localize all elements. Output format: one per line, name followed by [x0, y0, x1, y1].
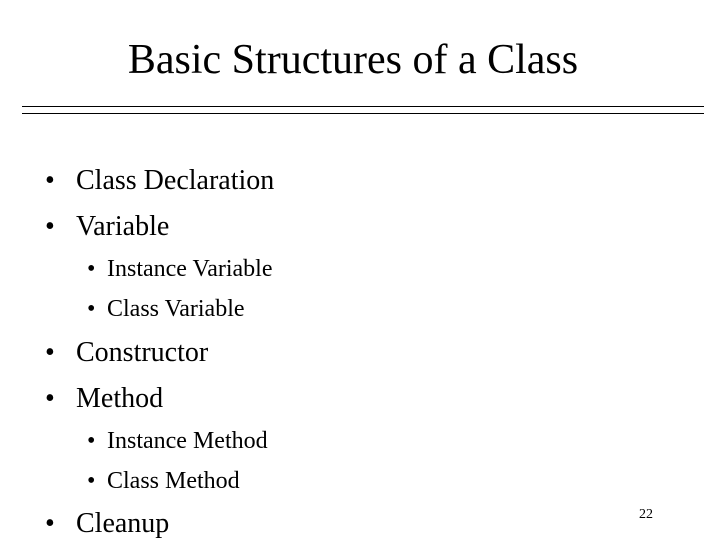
sub-bullet-item-instance-method [87, 427, 487, 455]
sub-bullet-label: Class Variable [107, 296, 245, 322]
sub-bullet-item-class-method [87, 467, 487, 495]
bullet-label: Method [76, 383, 164, 414]
bullet-item-variable [45, 211, 445, 243]
title-divider-top [22, 106, 704, 107]
bullet-item-class-declaration [45, 165, 445, 197]
bullet-label: Cleanup [76, 508, 170, 539]
sub-bullet-item-instance-variable [87, 255, 487, 283]
bullet-icon: • [87, 296, 96, 322]
bullet-icon: • [45, 337, 55, 368]
bullet-icon: • [87, 468, 96, 494]
bullet-item-method [45, 383, 445, 415]
bullet-icon: • [45, 508, 55, 539]
bullet-item-cleanup [45, 508, 445, 540]
bullet-icon: • [45, 165, 55, 196]
bullet-icon: • [87, 428, 96, 454]
sub-bullet-label: Instance Method [107, 428, 268, 454]
sub-bullet-label: Class Method [107, 468, 240, 494]
bullet-label: Class Declaration [76, 165, 275, 196]
bullet-label: Constructor [76, 337, 209, 368]
slide-title: Basic Structures of a Class [127, 37, 579, 83]
bullet-icon: • [45, 211, 55, 242]
bullet-icon: • [87, 256, 96, 282]
bullet-label: Variable [76, 211, 170, 242]
page-number: 22 [639, 507, 653, 522]
bullet-item-constructor [45, 337, 445, 369]
title-divider-bottom [22, 113, 704, 114]
sub-bullet-item-class-variable [87, 295, 487, 323]
sub-bullet-label: Instance Variable [107, 256, 273, 282]
bullet-icon: • [45, 383, 55, 414]
